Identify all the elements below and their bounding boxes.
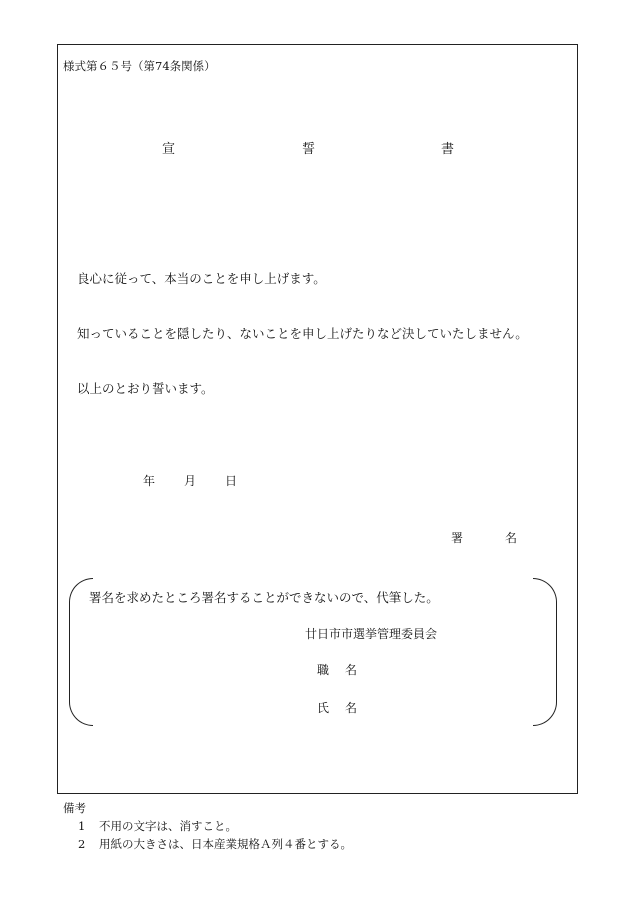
form-frame [57, 44, 578, 794]
remark-number-1: 1 [78, 819, 86, 833]
remark-text-1: 不用の文字は、消すこと。 [99, 819, 237, 833]
signature-label-2: 名 [505, 531, 518, 545]
oath-line-3: 以上のとおり誓います。 [77, 381, 214, 396]
signature-label-1: 署 [451, 531, 464, 545]
proxy-note: 署名を求めたところ署名することができないので、代筆した。 [89, 590, 439, 605]
role-label-2: 名 [345, 663, 358, 677]
oath-line-1: 良心に従って、本当のことを申し上げます。 [77, 271, 326, 286]
right-bracket [533, 578, 557, 726]
committee-name: 廿日市市選挙管理委員会 [305, 627, 438, 641]
form-number: 様式第６５号（第74条関係） [63, 59, 216, 73]
remark-text-2: 用紙の大きさは、日本産業規格Ａ列４番とする。 [99, 837, 352, 851]
title-char-2: 誓 [302, 142, 316, 157]
date-month-label: 月 [184, 474, 197, 488]
title-char-3: 書 [441, 142, 455, 157]
oath-line-2: 知っていることを隠したり、ないことを申し上げたりなど決していたしません。 [77, 326, 528, 341]
name-label-2: 名 [345, 701, 358, 715]
remarks-heading: 備考 [63, 801, 86, 815]
role-label-1: 職 [317, 663, 330, 677]
name-label-1: 氏 [317, 701, 330, 715]
title-char-1: 宣 [162, 142, 176, 157]
remark-number-2: 2 [78, 837, 86, 851]
date-year-label: 年 [143, 474, 156, 488]
date-day-label: 日 [225, 474, 238, 488]
